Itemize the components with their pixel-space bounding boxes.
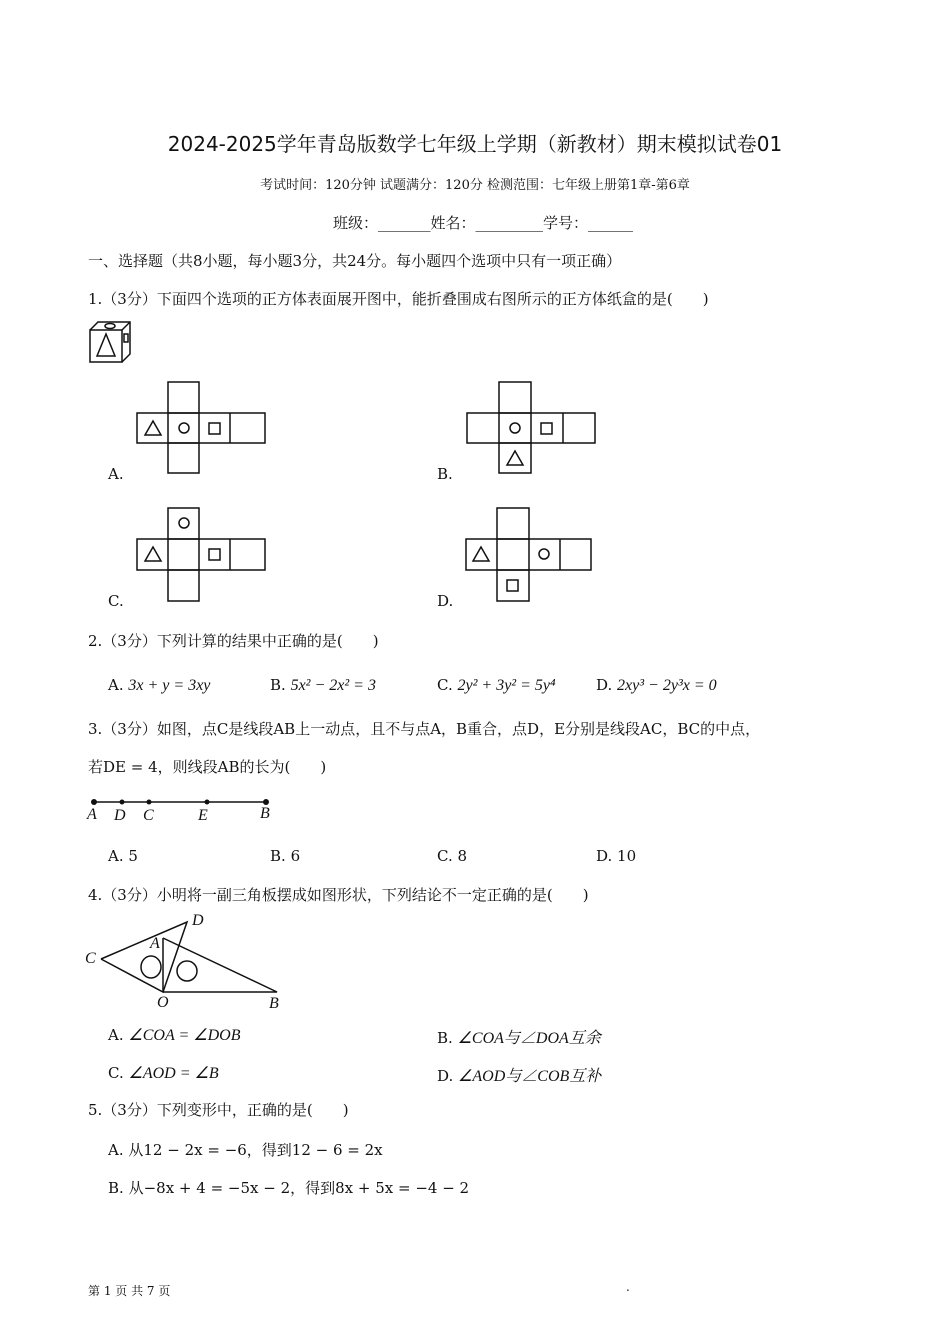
option-expr: 2y² + 3y² = 5y⁴ (457, 677, 556, 694)
point-label-d: D (192, 912, 204, 929)
point-label-b: B (260, 805, 270, 822)
option-a[interactable] (108, 1139, 383, 1160)
option-c[interactable] (108, 1063, 219, 1083)
option-label: D. (437, 1067, 454, 1085)
option-d[interactable]: D. (437, 592, 454, 610)
question-5-stem: 5.（3分）下列变形中，正确的是( ) (88, 1101, 349, 1119)
option-b[interactable]: B. (437, 465, 453, 483)
id-label: 学号： (543, 214, 589, 232)
option-label: B. (270, 676, 286, 694)
option-expr: 从−8x + 4 = −5x − 2，得到8x + 5x = −4 − 2 (128, 1179, 470, 1197)
option-label: B. (437, 1029, 453, 1047)
option-label: A. (108, 847, 124, 865)
option-label: C. (437, 847, 453, 865)
option-expr: 从12 − 2x = −6，得到12 − 6 = 2x (128, 1141, 383, 1159)
option-value: 6 (290, 847, 301, 865)
option-label: A. (108, 676, 124, 694)
question-2-stem: 2.（3分）下列计算的结果中正确的是( ) (88, 632, 379, 650)
id-blank: ______ (588, 214, 634, 232)
option-b[interactable] (108, 1177, 469, 1198)
option-value: 10 (617, 847, 637, 865)
point-label-o: O (157, 994, 169, 1011)
name-blank: _________ (475, 214, 544, 232)
point-label-c: C (143, 807, 154, 824)
section-heading: 一、选择题（共8小题，每小题3分，共24分。每小题四个选项中只有一项正确） (88, 252, 622, 270)
exam-subtitle: 考试时间：120分钟 试题满分：120分 检测范围：七年级上册第1章-第6章 (260, 178, 690, 193)
option-expr: 5x² − 2x² = 3 (290, 677, 376, 694)
class-blank: _______ (378, 214, 431, 232)
point-label-d: D (114, 807, 126, 824)
point-label-e: E (198, 807, 208, 824)
option-label: A. (108, 1026, 124, 1044)
question-3-stem: 3.（3分）如图，点C是线段AB上一动点，且不与点A，B重合，点D，E分别是线段AC，BC的中点， (88, 720, 761, 738)
option-value: 5 (128, 847, 138, 865)
option-label: C. (108, 1064, 124, 1082)
option-expr: 3x + y = 3xy (128, 677, 211, 694)
option-b[interactable] (437, 1025, 601, 1048)
point-label-a: A (150, 935, 160, 952)
option-d[interactable] (437, 1063, 601, 1086)
option-a[interactable]: A. (108, 465, 124, 483)
footer-dot: . (626, 1280, 630, 1294)
option-c[interactable]: C. (108, 592, 124, 610)
question-1-stem: 1.（3分）下面四个选项的正方体表面展开图中，能折叠围成右图所示的正方体纸盒的是( ) (88, 290, 709, 308)
question-4-stem: 4.（3分）小明将一副三角板摆成如图形状，下列结论不一定正确的是( ) (88, 886, 589, 904)
option-expr: ∠COA = ∠DOB (128, 1027, 241, 1044)
option-expr: ∠AOD与∠COB互补 (458, 1068, 602, 1085)
option-label: A. (108, 1141, 124, 1159)
option-label: B. (108, 1179, 124, 1197)
point-label-c: C (85, 950, 96, 967)
option-label: B. (270, 847, 286, 865)
option-expr: 2xy³ − 2y³x = 0 (617, 677, 717, 694)
option-a[interactable] (108, 1025, 240, 1045)
question-3-stem-cont: 若DE = 4，则线段AB的长为( ) (88, 758, 327, 776)
option-expr: ∠COA与∠DOA互余 (457, 1030, 601, 1047)
option-label: D. (596, 676, 613, 694)
page-title: 2024-2025学年青岛版数学七年级上学期（新教材）期末模拟试卷01 (167, 132, 783, 156)
option-label: D. (596, 847, 613, 865)
option-expr: ∠AOD = ∠B (128, 1065, 219, 1082)
point-label-b: B (269, 995, 279, 1012)
point-label-a: A (87, 806, 97, 823)
page-number: 第 1 页 共 7 页 (88, 1284, 171, 1298)
option-value: 8 (457, 847, 468, 865)
option-label: C. (437, 676, 453, 694)
class-label: 班级： (333, 214, 379, 232)
name-label: 姓名： (430, 214, 476, 232)
